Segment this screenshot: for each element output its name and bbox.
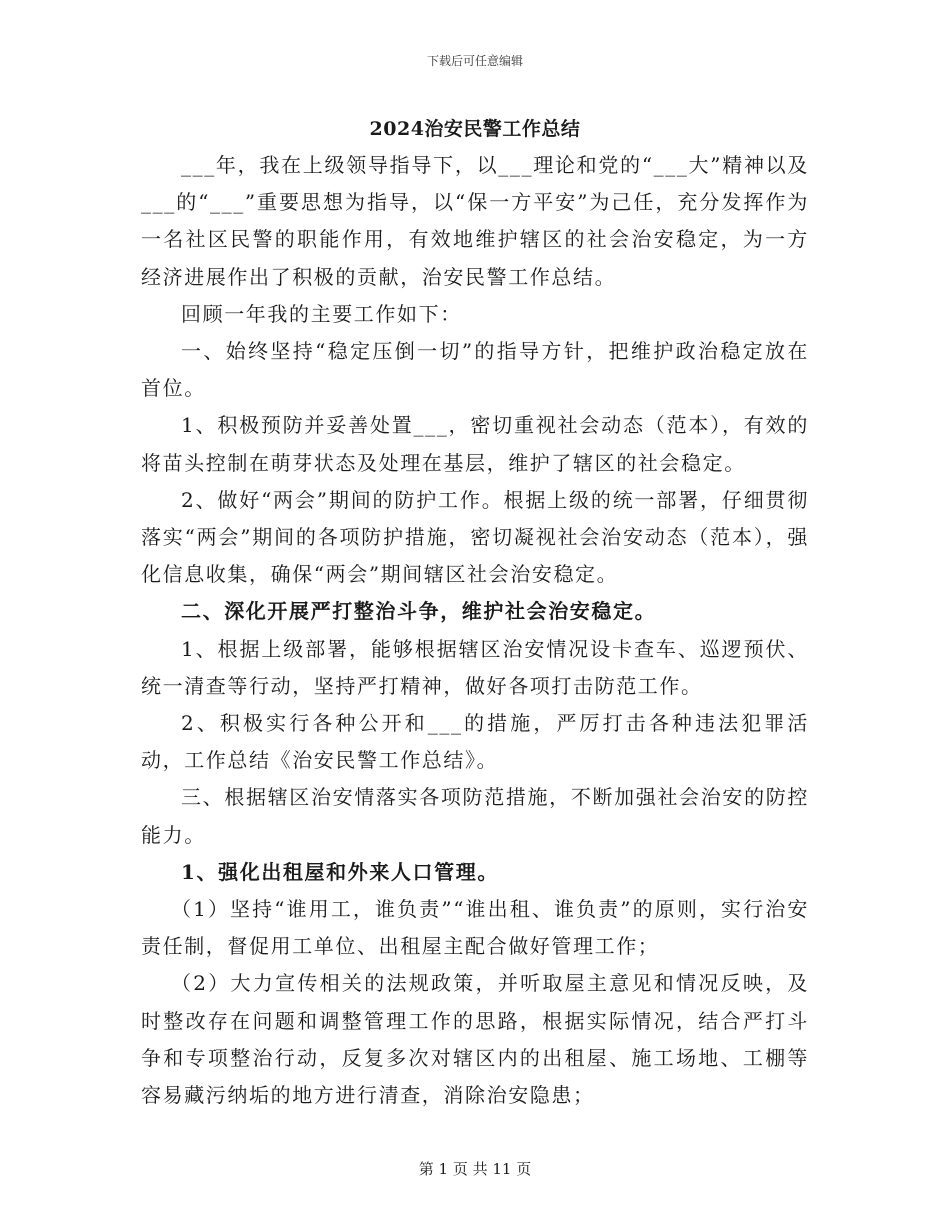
review-paragraph: 回顾一年我的主要工作如下： [181, 301, 462, 326]
section-three-item-2: （2）大力宣传相关的法规政策，并听取屋主意见和情况反映，及时整改存在问题和调整管理工作的思路，根据实际情况，结合严打斗争和专项整治行动，反复多次对辖区内的出租屋、施工场地、工棚等容易藏污纳垢的地方进行清查，消除治安隐患； [141, 971, 809, 1108]
document-title: 2024治安民警工作总结 [369, 118, 581, 140]
section-one-item-1: 1、积极预防并妥善处置___，密切重视社会动态（范本），有效的将苗头控制在萌芽状态及处理在基层，维护了辖区的社会稳定。 [141, 413, 809, 475]
page-header-note: 下载后可任意编辑 [426, 54, 523, 68]
section-three-item-1: （1）坚持“谁用工，谁负责”“谁出租、谁负责”的原则，实行治安责任制，督促用工单位、出租屋主配合做好管理工作； [141, 897, 809, 959]
section-two-heading: 二、深化开展严打整治斗争，维护社会治安稳定。 [181, 599, 657, 624]
section-three-subheading: 1、强化出租屋和外来人口管理。 [181, 859, 499, 884]
section-one-item-2: 2、做好“两会”期间的防护工作。根据上级的统一部署，仔细贯彻落实“两会”期间的各项防护措施，密切凝视社会治安动态（范本），强化信息收集，确保“两会”期间辖区社会治安稳定。 [141, 487, 809, 587]
page-number-footer: 第 1 页 共 11 页 [418, 1160, 532, 1178]
section-two-item-2: 2、积极实行各种公开和___的措施，严厉打击各种违法犯罪活动，工作总结《治安民警工作总结》。 [141, 711, 809, 773]
intro-paragraph: ___年，我在上级领导指导下，以___理论和党的“___大”精神以及___的“___”重要思想为指导，以“保一方平安”为己任，充分发挥作为一名社区民警的职能作用，有效地维护辖区的社会治安稳定，为一方经济进展作出了积极的贡献，治安民警工作总结。 [141, 153, 809, 289]
section-one-heading: 一、始终坚持“稳定压倒一切”的指导方针，把维护政治稳定放在首位。 [141, 339, 809, 401]
document-body [141, 147, 809, 1114]
section-three-heading: 三、根据辖区治安情落实各项防范措施，不断加强社会治安的防控能力。 [141, 785, 809, 847]
section-two-item-1: 1、根据上级部署，能够根据辖区治安情况设卡查车、巡逻预伏、统一清查等行动，坚持严打精神，做好各项打击防范工作。 [141, 636, 809, 698]
